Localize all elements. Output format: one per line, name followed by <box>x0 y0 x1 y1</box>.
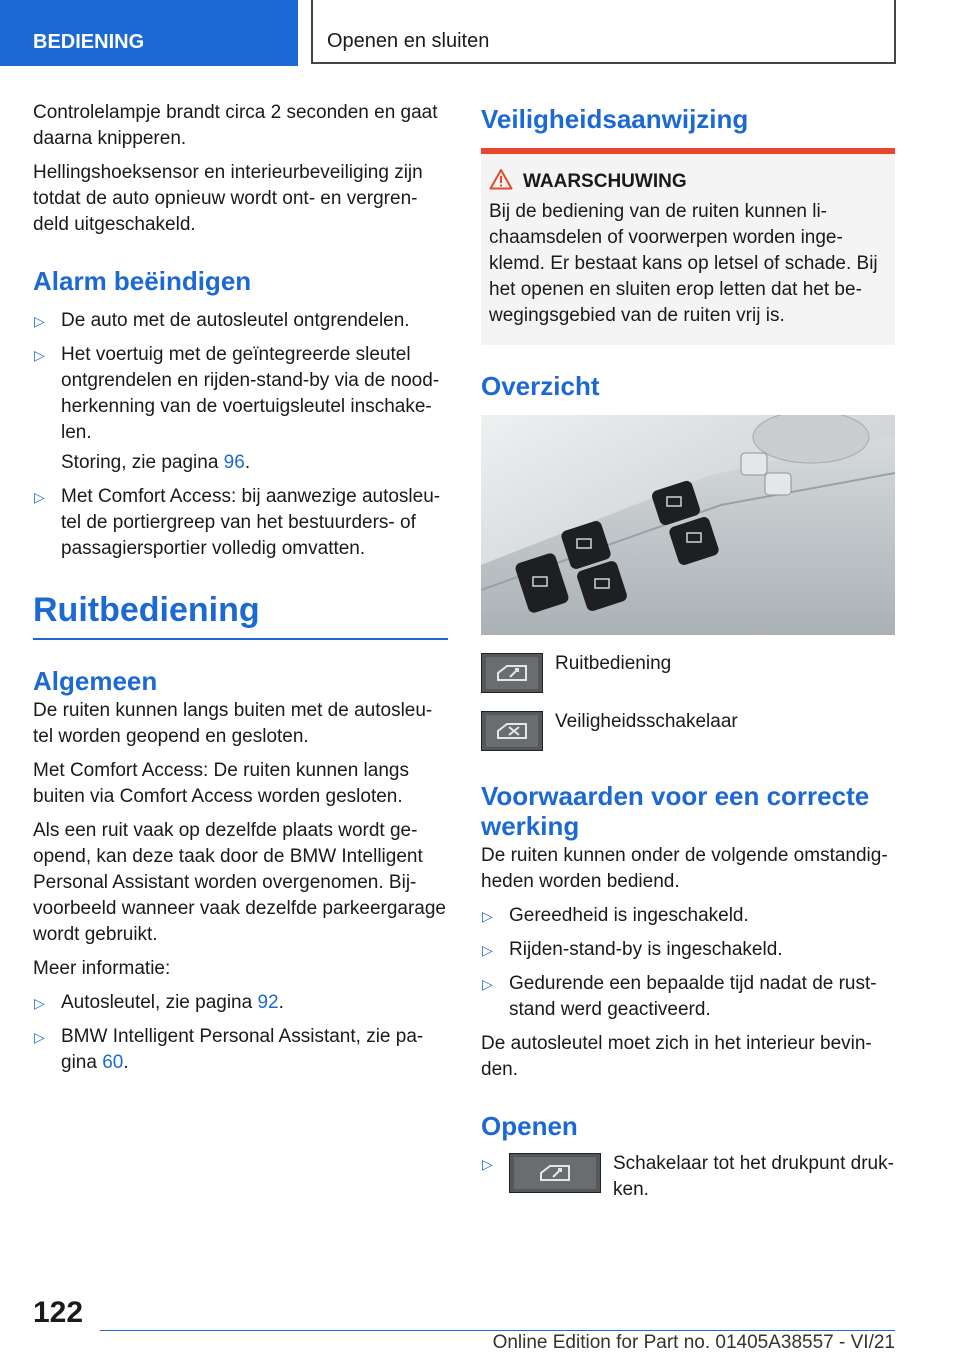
page-link[interactable]: 92 <box>257 992 279 1013</box>
symbol-label: Veiligheidsschakelaar <box>555 711 738 732</box>
openen-text: Schakelaar tot het drukpunt druk-ken. <box>613 1153 894 1200</box>
alarm-list <box>33 308 448 562</box>
edition-text: Online Edition for Part no. 01405A38557 - VI/21 <box>492 1332 895 1353</box>
list-item: ▷ Met Comfort Access: bij aanwezige autosleu-tel de portiergreep van het bestuurders- of passagiersportier volledig omvatten. <box>34 486 441 559</box>
page-link[interactable]: 96 <box>223 452 245 473</box>
page-header <box>0 0 960 66</box>
list-item <box>481 1151 895 1203</box>
openen-heading: Openen <box>481 1111 578 1141</box>
symbol-box <box>481 711 543 751</box>
triangle-bullet-icon: ▷ <box>482 942 493 958</box>
symbol-label: Ruitbediening <box>555 653 672 674</box>
list-item: ▷ Autosleutel, zie pagina 92. <box>33 990 448 1016</box>
list-item: ▷ Gedurende een bepaalde tijd nadat de rust-stand werd geactiveerd. <box>482 973 877 1020</box>
triangle-bullet-icon: ▷ <box>482 908 493 924</box>
warning-text: Bij de bediening van de ruiten kunnen li-chaamsdelen of voorwerpen worden inge-klemd. Er bestaat kans op letsel of schade. Bij het openen en sluiten erop letten dat het be-wegingsgebied van de ruiten vrij is. <box>489 201 878 326</box>
safety-switch-icon <box>495 722 529 740</box>
heading-rule <box>33 638 448 640</box>
list-item: ▷ De auto met de autosleutel ontgrendelen. <box>33 308 448 334</box>
overzicht-heading: Overzicht <box>481 371 600 401</box>
symbol-box <box>509 1153 601 1193</box>
triangle-bullet-icon: ▷ <box>34 489 45 505</box>
paragraph: Controlelampje brandt circa 2 seconden en gaat daarna knipperen. <box>33 102 438 149</box>
triangle-bullet-icon: ▷ <box>34 1029 45 1045</box>
paragraph: Hellingshoeksensor en interieurbeveiliging zijn totdat de auto opnieuw wordt ont- en vergren-deld uitgeschakeld. <box>33 162 423 235</box>
left-column <box>33 100 448 1084</box>
triangle-bullet-icon: ▷ <box>482 1156 493 1172</box>
window-switch-icon <box>538 1164 572 1182</box>
storing-reference: Storing, zie pagina 96. <box>61 452 251 473</box>
right-column <box>481 100 895 1211</box>
paragraph: Met Comfort Access: De ruiten kunnen langs buiten via Comfort Access worden gesloten. <box>33 760 409 807</box>
section-tab: BEDIENING <box>0 0 298 66</box>
openen-list <box>481 1151 895 1203</box>
list-item: ▷ Rijden-stand-by is ingeschakeld. <box>481 937 895 963</box>
veiligheid-heading: Veiligheidsaanwijzing <box>481 104 749 134</box>
symbol-box <box>481 653 543 693</box>
list-item: ▷ Gereedheid is ingeschakeld. <box>481 903 895 929</box>
symbol-row <box>481 711 895 751</box>
footer-rule <box>100 1330 895 1331</box>
algemeen-heading: Algemeen <box>33 666 158 696</box>
paragraph: Als een ruit vaak op dezelfde plaats wordt ge-opend, kan deze taak door de BMW Intelligent Personal Assistant worden overgenomen. Bij-voorbeeld wanneer vaak dezelfde parkeergarage wordt gebruikt. <box>33 820 446 945</box>
triangle-bullet-icon: ▷ <box>34 347 45 363</box>
symbol-row <box>481 653 895 693</box>
paragraph: Meer informatie: <box>33 958 171 979</box>
alarm-heading: Alarm beëindigen <box>33 266 252 296</box>
triangle-bullet-icon: ▷ <box>34 313 45 329</box>
page-number: 122 <box>33 1296 84 1329</box>
voorwaarden-list <box>481 903 895 1023</box>
list-item: ▷ BMW Intelligent Personal Assistant, zie pa-gina 60. <box>34 1026 424 1073</box>
paragraph: De ruiten kunnen onder de volgende omstandig-heden worden bediend. <box>481 845 888 892</box>
page-link[interactable]: 60 <box>102 1052 124 1073</box>
paragraph: De autosleutel moet zich in het interieur bevin-den. <box>481 1033 872 1080</box>
warning-title: WAARSCHUWING <box>489 168 887 195</box>
triangle-bullet-icon: ▷ <box>34 995 45 1011</box>
reference-list <box>33 990 448 1076</box>
window-switches-photo <box>481 415 895 635</box>
paragraph: De ruiten kunnen langs buiten met de autosleu-tel worden geopend en gesloten. <box>33 700 433 747</box>
voorwaarden-heading: Voorwaarden voor een correcte werking <box>481 781 870 841</box>
warning-triangle-icon <box>489 168 513 190</box>
warning-box <box>481 154 895 345</box>
window-switch-icon <box>495 664 529 682</box>
list-item: ▷ Het voertuig met de geïntegreerde sleutel ontgrendelen en rijden-stand-by via de nood-herkenning van de voertuigsleutel inschake-len. Storing, zie pagina 96. <box>33 342 448 476</box>
chapter-title: Openen en sluiten <box>311 0 896 64</box>
ruitbediening-heading: Ruitbediening <box>33 591 260 629</box>
triangle-bullet-icon: ▷ <box>482 976 493 992</box>
